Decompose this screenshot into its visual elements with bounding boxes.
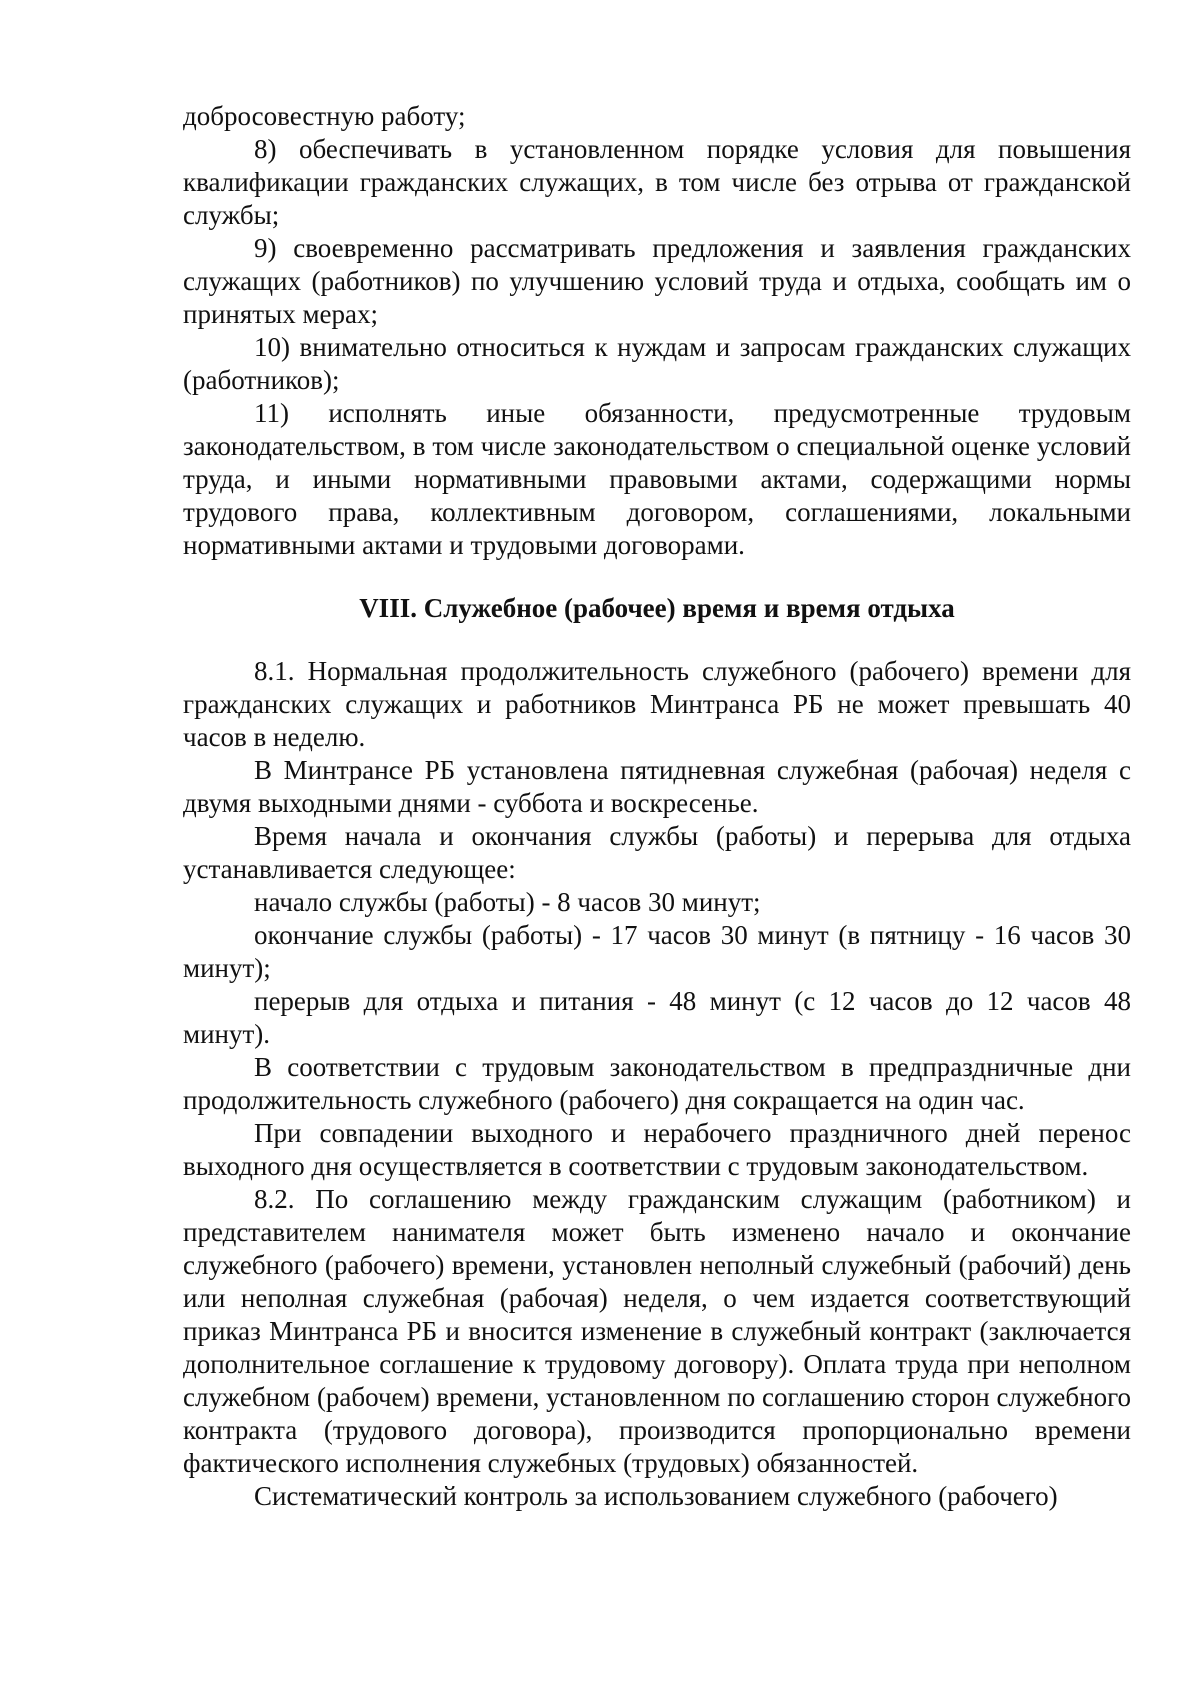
paragraph-start-time: начало службы (работы) - 8 часов 30 минут; [254, 887, 761, 917]
list-item-11: 11) исполнять иные обязанности, предусмотренные трудовым законодательством, в том числе законодательством о специальной оценке условий труда, и иными нормативными правовыми актами, содержащими нормы трудового права, коллективным договором, соглашениями, локальными нормативными актами и трудовыми договорами. [183, 398, 1131, 560]
paragraph-work-week: В Минтрансе РБ установлена пятидневная служебная (рабочая) неделя с двумя выходными днями - суббота и воскресенье. [183, 755, 1131, 818]
list-item-8: 8) обеспечивать в установленном порядке условия для повышения квалификации гражданских служащих, в том числе без отрыва от гражданской службы; [183, 134, 1131, 230]
paragraph-break-time: перерыв для отдыха и питания - 48 минут (с 12 часов до 12 часов 48 минут). [183, 986, 1131, 1049]
paragraph-control: Систематический контроль за использованием служебного (рабочего) [254, 1481, 1058, 1511]
paragraph-preholiday: В соответствии с трудовым законодательством в предпраздничные дни продолжительность служебного (рабочего) дня сокращается на один час. [183, 1052, 1131, 1115]
paragraph-coincide: При совпадении выходного и нерабочего праздничного дней перенос выходного дня осуществляется в соответствии с трудовым законодательством. [183, 1118, 1131, 1181]
paragraph-time-intro: Время начала и окончания службы (работы) и перерыва для отдыха устанавливается следующее: [183, 821, 1131, 884]
spacer [183, 562, 1131, 592]
section-heading: VIII. Служебное (рабочее) время и время отдыха [359, 593, 955, 623]
spacer [183, 625, 1131, 655]
paragraph-end-time: окончание службы (работы) - 17 часов 30 минут (в пятницу - 16 часов 30 минут); [183, 920, 1131, 983]
paragraph-8-2: 8.2. По соглашению между гражданским служащим (работником) и представителем нанимателя может быть изменено начало и окончание служебного (рабочего) времени, установлен неполный служебный (рабочий) день или неполная служебная (рабочая) неделя, о чем издается соответствующий приказ Минтранса РБ и вносится изменение в служебный контракт (заключается дополнительное соглашение к трудовому договору). Оплата труда при неполном служебном (рабочем) времени, установленном по соглашению сторон служебного контракта (трудового договора), производится пропорционально времени фактического исполнения служебных (трудовых) обязанностей. [183, 1184, 1131, 1478]
intro-line: добросовестную работу; [183, 101, 466, 131]
document-page [183, 100, 1131, 1513]
list-item-10: 10) внимательно относиться к нуждам и запросам гражданских служащих (работников); [183, 332, 1131, 395]
paragraph-8-1: 8.1. Нормальная продолжительность служебного (рабочего) времени для гражданских служащих и работников Минтранса РБ не может превышать 40 часов в неделю. [183, 656, 1131, 752]
list-item-9: 9) своевременно рассматривать предложения и заявления гражданских служащих (работников) по улучшению условий труда и отдыха, сообщать им о принятых мерах; [183, 233, 1131, 329]
